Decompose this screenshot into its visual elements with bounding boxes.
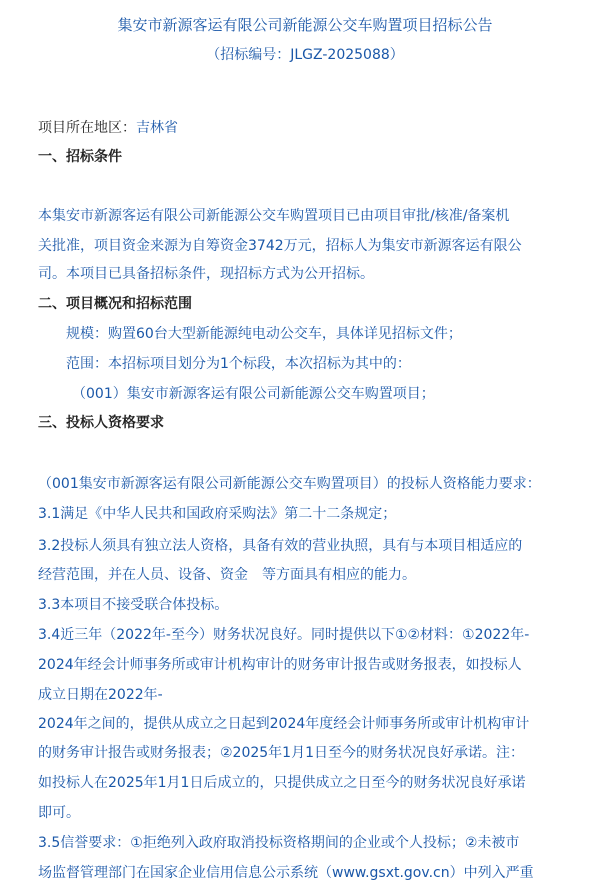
requirement-3-4-line4: 2024年之间的，提供从成立之日起到2024年度经会计师事务所或审计机构审计 xyxy=(38,716,530,732)
requirement-3-2-line1: 3.2投标人须具有独立法人资格，具备有效的营业执照，具有与本项目相适应的 xyxy=(38,538,523,554)
section-heading-1: 一、招标条件 xyxy=(38,149,122,165)
requirement-3-2-line2: 经营范围，并在人员、设备、资金 等方面具有相应的能力。 xyxy=(38,567,416,583)
requirement-3-4-line2: 2024年经会计师事务所或审计机构审计的财务审计报告或财务报表，如投标人 xyxy=(38,657,522,673)
section1-paragraph-line1: 本集安市新源客运有限公司新能源公交车购置项目已由项目审批/核准/备案机 xyxy=(38,208,510,224)
qualification-intro: （001集安市新源客运有限公司新能源公交车购置项目）的投标人资格能力要求： xyxy=(38,476,541,492)
requirement-3-5-line1: 3.5信誉要求：①拒绝列入政府取消投标资格期间的企业或个人投标；②未被市 xyxy=(38,835,520,851)
section1-paragraph-line3: 司。本项目已具备招标条件，现招标方式为公开招标。 xyxy=(38,266,374,282)
document-title: 集安市新源客运有限公司新能源公交车购置项目招标公告 xyxy=(117,16,493,34)
section1-paragraph-line2: 关批准，项目资金来源为自筹资金3742万元，招标人为集安市新源客运有限公 xyxy=(38,238,522,254)
section-heading-2: 二、项目概况和招标范围 xyxy=(38,296,192,312)
project-scale: 规模：购置60台大型新能源纯电动公交车，具体详见招标文件； xyxy=(66,326,462,342)
section-heading-3: 三、投标人资格要求 xyxy=(38,415,164,431)
requirement-3-4-line3: 成立日期在2022年- xyxy=(38,687,163,703)
project-location xyxy=(38,119,178,137)
location-value: 吉林省 xyxy=(136,120,178,136)
tender-scope: 范围：本招标项目划分为1个标段，本次招标为其中的： xyxy=(66,356,411,372)
requirement-3-3: 3.3本项目不接受联合体投标。 xyxy=(38,597,229,613)
requirement-3-4-line6: 如投标人在2025年1月1日后成立的，只提供成立之日至今的财务状况良好承诺 xyxy=(38,775,526,791)
requirement-3-5-line2: 场监督管理部门在国家企业信用信息公示系统（www.gsxt.gov.cn）中列入严重 xyxy=(38,865,534,881)
requirement-3-1: 3.1满足《中华人民共和国政府采购法》第二十二条规定； xyxy=(38,506,397,522)
location-label: 项目所在地区： xyxy=(38,120,136,136)
requirement-3-4-line7: 即可。 xyxy=(38,805,80,821)
tender-number: （招标编号：JLGZ-2025088） xyxy=(206,47,404,63)
requirement-3-4-line5: 的财务审计报告或财务报表；②2025年1月1日至今的财务状况良好承诺。注： xyxy=(38,745,524,761)
tender-lot: （001）集安市新源客运有限公司新能源公交车购置项目； xyxy=(72,386,435,402)
requirement-3-4-line1: 3.4近三年（2022年-至今）财务状况良好。同时提供以下①②材料：①2022年- xyxy=(38,627,530,643)
